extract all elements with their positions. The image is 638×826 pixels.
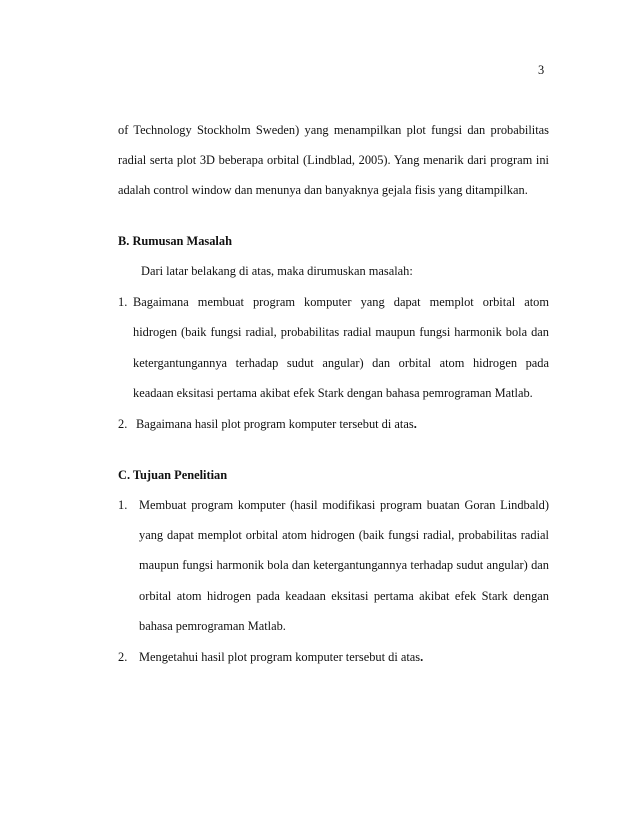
section-heading: C. Tujuan Penelitian xyxy=(118,468,228,482)
list-item-line: yang dapat memplot orbital atom hidrogen (baik fungsi radial, probabilitas radial xyxy=(139,528,549,542)
list-item-line: hidrogen (baik fungsi radial, probabilitas radial maupun fungsi harmonik bola dan xyxy=(133,325,549,339)
list-item-line: Mengetahui hasil plot program komputer tersebut di atas. xyxy=(139,650,424,664)
list-item-line: ketergantungannya terhadap sudut angular) dan orbital atom hidrogen pada xyxy=(133,356,549,370)
list-number: 2. xyxy=(118,650,128,664)
list-number: 1. xyxy=(118,295,128,309)
sentence-period: . xyxy=(413,417,417,431)
list-item-line: bahasa pemrograman Matlab. xyxy=(139,619,286,633)
list-item-line: orbital atom hidrogen pada keadaan eksitasi pertama akibat efek Stark dengan xyxy=(139,589,549,603)
list-item-line: Membuat program komputer (hasil modifikasi program buatan Goran Lindbald) xyxy=(139,498,549,512)
page-number: 3 xyxy=(538,63,545,77)
list-item-line: maupun fungsi harmonik bola dan ketergantungannya terhadap sudut angular) dan xyxy=(139,558,549,572)
intro-line: adalah control window dan menunya dan banyaknya gejala fisis yang ditampilkan. xyxy=(118,183,528,197)
list-number: 1. xyxy=(118,498,128,512)
intro-line: radial serta plot 3D beberapa orbital (Lindblad, 2005). Yang menarik dari program ini xyxy=(118,153,549,167)
list-item-line: Bagaimana membuat program komputer yang dapat memplot orbital atom xyxy=(133,295,549,309)
paragraph-lead: Dari latar belakang di atas, maka dirumuskan masalah: xyxy=(141,264,413,278)
list-number: 2. xyxy=(118,417,128,431)
list-item-line: Bagaimana hasil plot program komputer tersebut di atas. xyxy=(136,417,417,431)
section-heading: B. Rumusan Masalah xyxy=(118,234,232,248)
list-item-line: keadaan eksitasi pertama akibat efek Stark dengan bahasa pemrograman Matlab. xyxy=(133,386,533,400)
intro-line: of Technology Stockholm Sweden) yang menampilkan plot fungsi dan probabilitas xyxy=(118,123,549,137)
sentence-period: . xyxy=(420,650,424,664)
